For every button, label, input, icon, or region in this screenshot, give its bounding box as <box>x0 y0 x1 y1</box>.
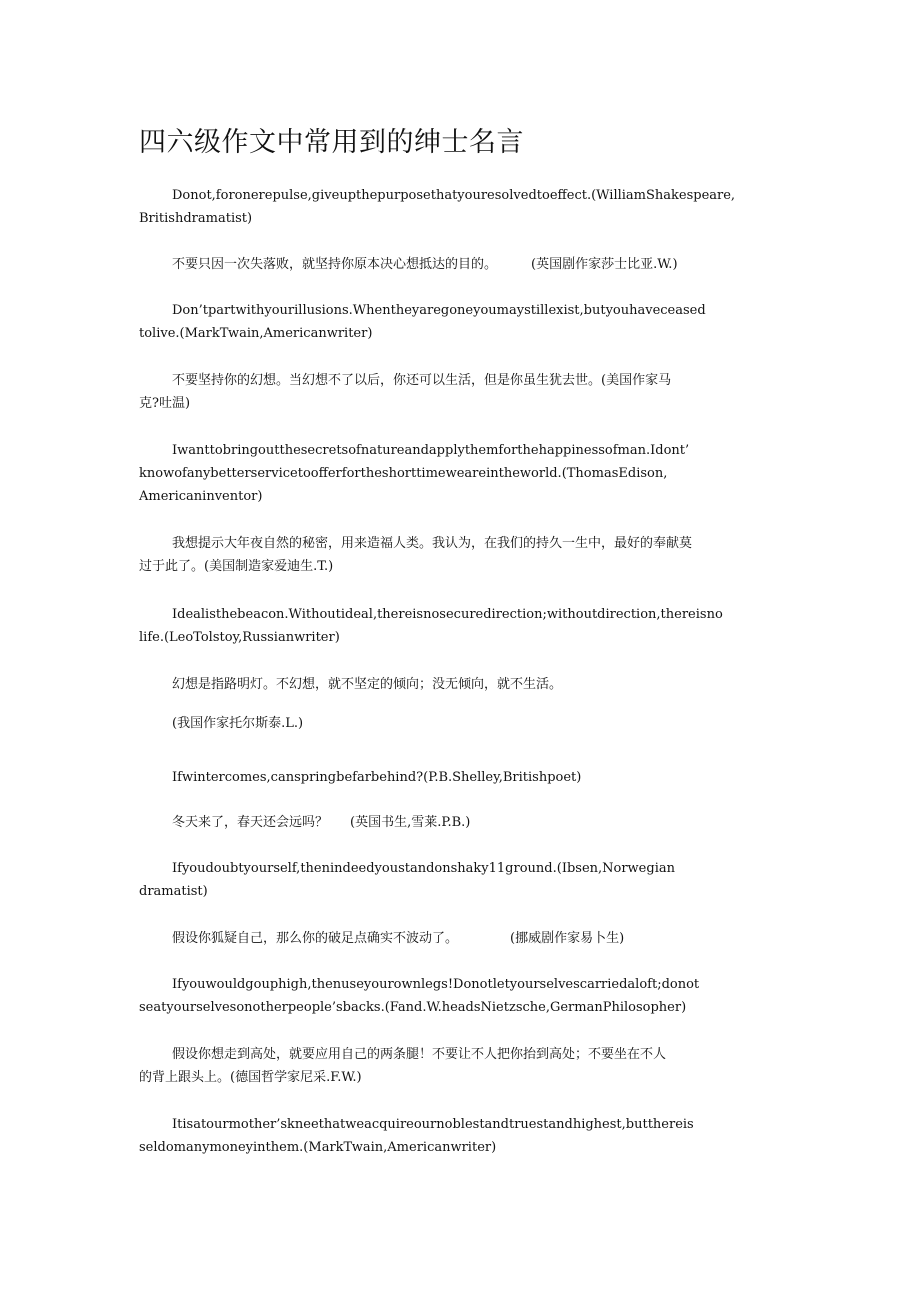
paragraph-line: 的背上跟头上。(德国哲学家尼采.F.W.) <box>139 1070 362 1085</box>
paragraph-line <box>139 811 759 834</box>
paragraph-line: Donot,foronerepulse,giveupthepurposethatyouresolvedtoeffect.(WilliamShakespeare, <box>172 188 736 203</box>
paragraph-line: Britishdramatist) <box>139 211 253 226</box>
attribution-note: (英国剧作家莎士比亚.W.) <box>531 257 678 272</box>
paragraph-line: knowofanybetterservicetoofferfortheshorttimeweareintheworld.(ThomasEdison, <box>139 466 668 481</box>
paragraph-line: 不要坚持你的幻想。当幻想不了以后，你还可以生活，但是你虽生犹去世。(美国作家马 <box>172 373 672 388</box>
paragraph-line: Ifyoudoubtyourself,thenindeedyoustandonshaky11ground.(Ibsen,Norwegian <box>172 861 675 876</box>
paragraph-line: Itisatourmother’skneethatweacquireournoblestandtruestandhighest,butthereis <box>172 1117 694 1132</box>
attribution-paragraph <box>139 712 759 735</box>
quote-paragraph <box>139 603 759 649</box>
attribution-note: (挪威剧作家易卜生) <box>510 931 625 946</box>
paragraph-line: tolive.(MarkTwain,Americanwriter) <box>139 326 373 341</box>
paragraph-line: 假设你想走到高处，就要应用自己的两条腿！不要让不人把你抬到高处；不要坐在不人 <box>172 1047 667 1062</box>
translation-paragraph <box>139 811 759 834</box>
paragraph-line: life.(LeoTolstoy,Russianwriter) <box>139 630 340 645</box>
paragraph-line: seatyourselvesonotherpeople’sbacks.(Fand.W.headsNietzsche,GermanPhilosopher) <box>139 1000 687 1015</box>
quote-paragraph <box>139 1113 759 1159</box>
paragraph-line <box>139 253 759 276</box>
paragraph-text: 冬天来了，春天还会远吗？ <box>172 815 329 830</box>
paragraph-line: Iwanttobringoutthesecretsofnatureandapplythemforthehappinessofman.Idont’ <box>172 443 690 458</box>
paragraph-line: Don’tpartwithyourillusions.Whentheyaregoneyoumaystillexist,butyouhaveceased <box>172 303 706 318</box>
paragraph-line: Ifwintercomes,canspringbefarbehind?(P.B.Shelley,Britishpoet) <box>172 770 582 785</box>
paragraph-line: dramatist) <box>139 884 208 899</box>
translation-paragraph <box>139 253 759 276</box>
quote-paragraph <box>139 184 759 230</box>
quote-paragraph <box>139 299 759 345</box>
page-title: 四六级作文中常用到的绅士名言 <box>139 127 524 158</box>
attribution-note: (英国书生,雪莱.P.B.) <box>350 815 471 830</box>
paragraph-line: 过于此了。(美国制造家爱迪生.T.) <box>139 559 334 574</box>
paragraph-line: (我国作家托尔斯泰.L.) <box>172 716 304 731</box>
translation-paragraph <box>139 532 759 578</box>
translation-paragraph <box>139 927 759 950</box>
paragraph-line: Idealisthebeacon.Withoutideal,thereisnosecuredirection;withoutdirection,thereisno <box>172 607 723 622</box>
paragraph-line: 我想提示大年夜自然的秘密，用来造福人类。我认为，在我们的持久一生中，最好的奉献莫 <box>172 536 693 551</box>
quote-paragraph <box>139 857 759 903</box>
translation-paragraph <box>139 369 759 415</box>
paragraph-text: 假设你狐疑自己，那么你的破足点确实不波动了。 <box>172 931 459 946</box>
quote-paragraph <box>139 973 759 1019</box>
paragraph-line <box>139 927 759 950</box>
quote-paragraph <box>139 766 759 789</box>
paragraph-text: 不要只因一次失落败，就坚持你原本决心想抵达的目的。 <box>172 257 498 272</box>
paragraph-line: seldomanymoneyinthem.(MarkTwain,Americanwriter) <box>139 1140 497 1155</box>
quote-paragraph <box>139 439 759 508</box>
paragraph-line: 幻想是指路明灯。不幻想，就不坚定的倾向；没无倾向，就不生活。 <box>172 677 563 692</box>
paragraph-line: Americaninventor) <box>139 489 263 504</box>
paragraph-line: 克?吐温) <box>139 396 191 411</box>
translation-paragraph <box>139 1043 759 1089</box>
paragraph-line: Ifyouwouldgouphigh,thenuseyourownlegs!Donotletyourselvescarriedaloft;donot <box>172 977 700 992</box>
translation-paragraph <box>139 673 759 696</box>
